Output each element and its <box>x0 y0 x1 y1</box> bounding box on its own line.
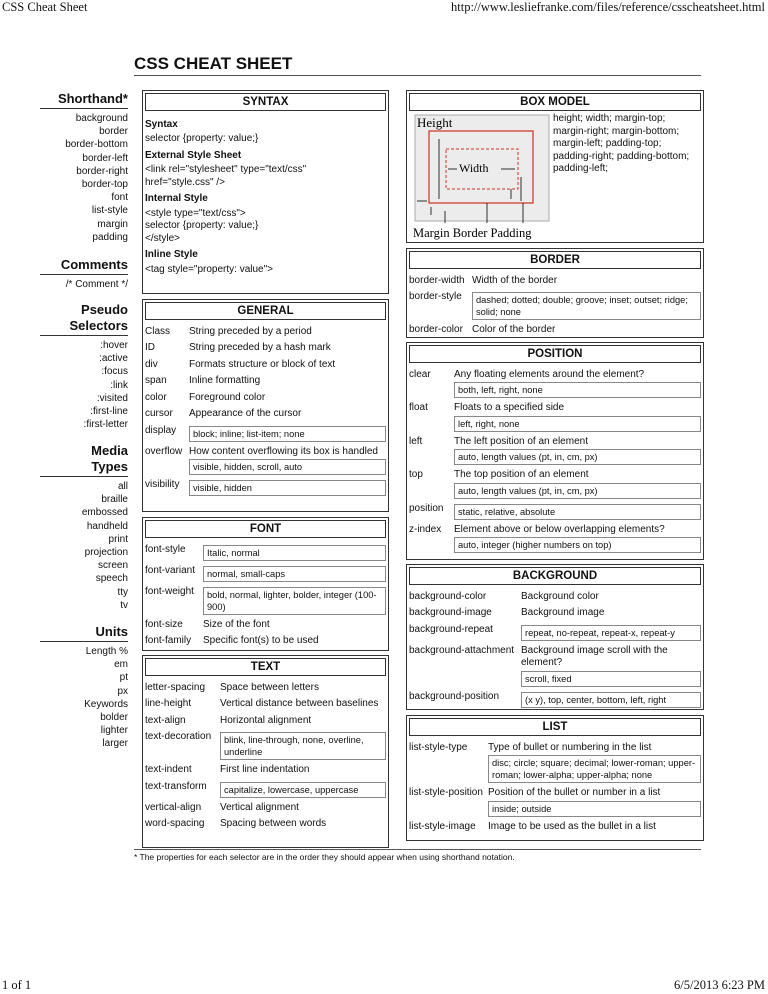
background-body <box>407 587 703 712</box>
list-row <box>409 740 701 786</box>
position-property: clear <box>409 368 431 380</box>
comments-item: /* Comment */ <box>65 279 128 290</box>
list-panel <box>406 715 704 841</box>
general-property: visibility <box>145 479 180 490</box>
text-panel <box>142 655 389 848</box>
border-value <box>472 275 701 288</box>
text-value <box>220 698 386 711</box>
list-values-box: inside; outside <box>488 801 701 817</box>
font-description: Size of the font <box>203 618 270 630</box>
list-values-box: disc; circle; square; decimal; lower-roman; upper-roman; lower-alpha; upper-alpha; none <box>488 755 701 783</box>
text-property: text-indent <box>145 764 192 775</box>
background-row <box>409 622 701 643</box>
text-row <box>145 800 386 817</box>
text-description: First line indentation <box>220 764 310 775</box>
background-values-box: scroll, fixed <box>521 671 701 687</box>
position-description: The left position of an element <box>454 435 588 447</box>
position-description: Element above or below overlapping elements? <box>454 523 665 535</box>
media-item: braille <box>101 494 128 506</box>
background-row <box>409 605 701 622</box>
background-value <box>521 607 701 620</box>
text-row <box>145 816 386 833</box>
general-property: Class <box>145 325 171 337</box>
list-property: list-style-position <box>409 787 483 798</box>
position-description: The top position of an element <box>454 469 589 480</box>
label-width: Width <box>459 161 489 175</box>
general-panel <box>142 299 389 512</box>
units-item: bolder <box>100 712 128 724</box>
position-values-box: auto, length values (pt, in, cm, px) <box>454 483 701 499</box>
units-list <box>40 645 128 751</box>
list-value <box>488 787 701 817</box>
position-property: top <box>409 469 423 480</box>
units-item: Length % <box>85 646 128 657</box>
pseudo-item: :active <box>99 353 128 365</box>
boxmodel-description: height; width; margin-top; margin-right; margin-bottom; margin-left; padding-top; padding-right; padding-bottom; padding-left; <box>553 113 690 174</box>
general-value <box>189 425 386 442</box>
position-description: Any floating elements around the element? <box>454 368 645 380</box>
text-value <box>220 715 386 728</box>
media-item: projection <box>84 547 128 559</box>
background-property: background-image <box>409 607 492 618</box>
font-property: font-variant <box>145 564 196 576</box>
inline-subhead: Inline Style <box>145 249 198 260</box>
background-row <box>409 589 701 606</box>
border-row <box>409 289 701 322</box>
external-text-1: <link rel="stylesheet" type="text/css" <box>145 164 307 175</box>
list-description: Position of the bullet or number in a list <box>488 787 661 798</box>
pseudo-item: :hover <box>100 340 128 351</box>
general-property: cursor <box>145 408 173 419</box>
pseudo-heading-2: Selectors <box>69 318 128 333</box>
shorthand-item: border-left <box>82 152 128 164</box>
font-property: font-weight <box>145 585 194 597</box>
font-row <box>145 542 386 563</box>
general-property: overflow <box>145 445 183 457</box>
list-description: Image to be used as the bullet in a list <box>488 820 656 832</box>
pseudo-section <box>40 302 128 431</box>
background-value <box>521 624 701 641</box>
background-value <box>521 591 701 604</box>
border-panel <box>406 248 704 338</box>
shorthand-item: padding <box>92 231 128 243</box>
general-description: String preceded by a hash mark <box>189 342 331 353</box>
position-property: z-index <box>409 523 442 535</box>
position-values-box: left, right, none <box>454 416 701 432</box>
internal-text-1: <style type="text/css"> <box>145 207 246 219</box>
position-row <box>409 501 701 522</box>
internal-subhead: Internal Style <box>145 193 208 204</box>
general-description: Formats structure or block of text <box>189 358 336 370</box>
text-property: text-align <box>145 714 186 726</box>
font-value <box>203 544 386 561</box>
text-description: Vertical distance between baselines <box>220 698 379 709</box>
text-row <box>145 713 386 730</box>
background-description: Background color <box>521 590 599 602</box>
general-property: span <box>145 375 167 386</box>
shorthand-item: margin <box>97 218 128 230</box>
media-item: tty <box>117 586 128 598</box>
list-property: list-style-type <box>409 741 468 753</box>
shorthand-item: border <box>99 126 128 138</box>
comments-section <box>40 257 128 291</box>
media-heading-2: Types <box>91 459 128 474</box>
background-description: Background image scroll with the element? <box>521 644 668 668</box>
border-heading: BORDER <box>409 251 701 269</box>
position-value <box>454 503 701 520</box>
text-property: text-decoration <box>145 731 212 742</box>
font-row <box>145 633 386 650</box>
syntax-heading: SYNTAX <box>145 93 386 111</box>
units-heading: Units <box>40 624 128 642</box>
position-values-box: auto, length values (pt, in, cm, px) <box>454 449 701 465</box>
position-value <box>454 402 701 432</box>
border-property: border-color <box>409 324 463 335</box>
title-rule <box>134 75 701 76</box>
font-property: font-family <box>145 635 192 646</box>
text-property: text-transform <box>145 780 207 792</box>
text-description: Spacing between words <box>220 818 327 829</box>
media-heading-1: Media <box>91 443 128 458</box>
position-heading: POSITION <box>409 345 701 363</box>
position-property: float <box>409 402 428 413</box>
print-header-url: http://www.lesliefranke.com/files/reference/csscheatsheet.html <box>451 0 765 14</box>
general-property: display <box>145 424 177 436</box>
list-row <box>409 785 701 819</box>
general-value <box>189 359 386 372</box>
font-description: Specific font(s) to be used <box>203 635 319 646</box>
general-value <box>189 326 386 339</box>
border-property: border-width <box>409 274 465 286</box>
position-row <box>409 467 701 501</box>
border-row <box>409 273 701 290</box>
font-panel <box>142 517 389 651</box>
shorthand-item: border-bottom <box>65 139 128 151</box>
general-value <box>189 342 386 355</box>
position-value <box>454 436 701 466</box>
general-description: How content overflowing its box is handled <box>189 445 378 457</box>
syntax-subhead: Syntax <box>145 118 178 130</box>
position-panel <box>406 342 704 560</box>
general-body <box>143 322 388 501</box>
label-height: Height <box>417 115 453 130</box>
boxmodel-heading: BOX MODEL <box>409 93 701 111</box>
text-row <box>145 729 386 762</box>
pseudo-item: :link <box>110 379 128 391</box>
media-item: tv <box>120 599 128 611</box>
internal-text-3: </style> <box>145 232 181 244</box>
background-row <box>409 689 701 710</box>
text-description: Space between letters <box>220 681 319 693</box>
general-heading: GENERAL <box>145 302 386 320</box>
background-heading: BACKGROUND <box>409 567 701 585</box>
shorthand-heading: Shorthand* <box>40 91 128 109</box>
position-description: Floats to a specified side <box>454 402 565 413</box>
text-property: vertical-align <box>145 801 202 813</box>
footnote: * The properties for each selector are in the order they should appear when using shorthand notation. <box>134 852 515 862</box>
text-values-box: capitalize, lowercase, uppercase <box>220 782 386 798</box>
position-row <box>409 522 701 556</box>
background-property: background-repeat <box>409 623 493 635</box>
external-subhead: External Style Sheet <box>145 149 242 161</box>
background-description: Background image <box>521 607 605 618</box>
position-property: left <box>409 435 423 447</box>
print-footer-page: 1 of 1 <box>2 978 32 992</box>
border-description: Width of the border <box>472 274 558 286</box>
font-values-box: normal, small-caps <box>203 566 386 582</box>
external-text-2: href="style.css" /> <box>145 176 225 188</box>
units-item: larger <box>102 738 128 750</box>
shorthand-item: background <box>75 113 128 124</box>
position-value <box>454 369 701 399</box>
page-title: CSS CHEAT SHEET <box>134 54 293 73</box>
border-values-box: dashed; dotted; double; groove; inset; outset; ridge; solid; none <box>472 292 701 320</box>
media-item: handheld <box>86 520 128 532</box>
text-value <box>220 731 386 760</box>
text-value <box>220 781 386 798</box>
shorthand-list <box>40 112 128 244</box>
position-values-box: both, left, right, none <box>454 382 701 398</box>
font-value <box>203 619 386 632</box>
font-row <box>145 563 386 584</box>
media-item: all <box>117 481 128 492</box>
general-description: String preceded by a period <box>189 325 312 337</box>
shorthand-item: font <box>111 192 128 204</box>
text-body <box>143 678 388 835</box>
border-row <box>409 322 701 339</box>
position-row <box>409 400 701 434</box>
background-value <box>521 645 701 687</box>
list-heading: LIST <box>409 718 701 736</box>
general-row <box>145 423 386 444</box>
font-row <box>145 617 386 634</box>
position-values-box: auto, integer (higher numbers on top) <box>454 537 701 553</box>
text-values-box: blink, line-through, none, overline, underline <box>220 732 386 760</box>
general-description: Foreground color <box>189 391 266 403</box>
font-value <box>203 565 386 582</box>
list-value <box>488 821 701 834</box>
text-property: letter-spacing <box>145 681 206 693</box>
position-row <box>409 434 701 468</box>
units-item: em <box>114 659 128 671</box>
pseudo-item: :first-line <box>90 406 128 418</box>
media-item: screen <box>97 560 128 572</box>
general-row <box>145 406 386 423</box>
syntax-panel <box>142 90 389 294</box>
list-row <box>409 819 701 836</box>
units-item: Keywords <box>84 698 128 710</box>
general-row <box>145 477 386 498</box>
internal-text-2: selector {property: value;} <box>145 220 259 231</box>
text-description: Vertical alignment <box>220 801 299 813</box>
label-margin-border-padding: Margin Border Padding <box>413 226 532 240</box>
general-property: div <box>145 358 158 370</box>
font-values-box: Italic, normal <box>203 545 386 561</box>
position-value <box>454 524 701 554</box>
pseudo-heading <box>40 302 128 336</box>
units-item: px <box>117 685 128 697</box>
background-values-box: (x y), top, center, bottom, left, right <box>521 692 701 708</box>
text-heading: TEXT <box>145 658 386 676</box>
text-value <box>220 802 386 815</box>
font-body <box>143 540 388 652</box>
font-value <box>203 586 386 615</box>
font-property: font-style <box>145 543 186 555</box>
general-row <box>145 373 386 390</box>
position-row <box>409 367 701 401</box>
general-property: ID <box>145 342 155 353</box>
background-row <box>409 643 701 689</box>
list-property: list-style-image <box>409 820 476 832</box>
background-property: background-position <box>409 690 500 702</box>
shorthand-item: border-top <box>81 179 128 191</box>
text-value <box>220 764 386 777</box>
media-item: embossed <box>81 507 128 519</box>
media-item: print <box>108 533 128 545</box>
list-body <box>407 738 703 838</box>
units-section <box>40 624 128 751</box>
general-row <box>145 444 386 478</box>
shorthand-section <box>40 91 128 244</box>
font-heading: FONT <box>145 520 386 538</box>
pseudo-heading-1: Pseudo <box>81 302 128 317</box>
general-value <box>189 479 386 496</box>
text-row <box>145 696 386 713</box>
text-row <box>145 680 386 697</box>
text-property: word-spacing <box>145 818 205 829</box>
shorthand-item: border-right <box>76 165 128 177</box>
border-value <box>472 291 701 320</box>
background-property: background-color <box>409 590 487 602</box>
general-description: Appearance of the cursor <box>189 408 302 419</box>
border-description: Color of the border <box>472 324 556 335</box>
comments-heading: Comments <box>40 257 128 275</box>
media-item: speech <box>95 573 128 585</box>
media-heading <box>40 443 128 477</box>
general-value <box>189 392 386 405</box>
syntax-text: selector {property: value;} <box>145 133 259 144</box>
border-value <box>472 324 701 337</box>
general-row <box>145 390 386 407</box>
print-footer-timestamp: 6/5/2013 6:23 PM <box>674 978 765 992</box>
position-values-box: static, relative, absolute <box>454 504 701 520</box>
general-value <box>189 446 386 476</box>
print-header-title: CSS Cheat Sheet <box>2 0 88 14</box>
footnote-rule <box>134 849 701 850</box>
list-description: Type of bullet or numbering in the list <box>488 741 652 753</box>
general-value <box>189 375 386 388</box>
border-property: border-style <box>409 291 462 302</box>
units-item: lighter <box>100 725 128 737</box>
text-value <box>220 682 386 695</box>
general-row <box>145 340 386 357</box>
text-value <box>220 818 386 831</box>
pseudo-item: :focus <box>101 366 128 378</box>
general-values-box: visible, hidden, scroll, auto <box>189 459 386 475</box>
font-row <box>145 584 386 617</box>
position-body <box>407 365 703 558</box>
inline-text: <tag style="property: value"> <box>145 263 274 275</box>
units-item: pt <box>119 672 128 684</box>
position-property: position <box>409 502 444 514</box>
border-body <box>407 271 703 341</box>
text-property: line-height <box>145 698 192 709</box>
general-description: Inline formatting <box>189 375 261 386</box>
media-list <box>40 480 128 612</box>
font-values-box: bold, normal, lighter, bolder, integer (100-900) <box>203 587 386 615</box>
background-property: background-attachment <box>409 644 515 656</box>
pseudo-list <box>40 339 128 431</box>
shorthand-item: list-style <box>91 205 128 217</box>
box-model-diagram <box>411 111 551 241</box>
list-value <box>488 742 701 784</box>
background-values-box: repeat, no-repeat, repeat-x, repeat-y <box>521 625 701 641</box>
text-row <box>145 762 386 779</box>
general-row <box>145 324 386 341</box>
font-value <box>203 635 386 648</box>
text-description: Horizontal alignment <box>220 714 312 726</box>
general-values-box: visible, hidden <box>189 480 386 496</box>
position-value <box>454 469 701 499</box>
background-panel <box>406 564 704 710</box>
boxmodel-panel <box>406 90 704 243</box>
text-row <box>145 779 386 800</box>
general-row <box>145 357 386 374</box>
pseudo-item: :visited <box>96 392 128 404</box>
media-section <box>40 443 128 612</box>
general-property: color <box>145 391 167 403</box>
general-value <box>189 408 386 421</box>
comments-list <box>40 278 128 291</box>
font-property: font-size <box>145 618 183 630</box>
syntax-body <box>143 113 388 279</box>
general-values-box: block; inline; list-item; none <box>189 426 386 442</box>
pseudo-item: :first-letter <box>83 419 128 431</box>
background-value <box>521 691 701 708</box>
